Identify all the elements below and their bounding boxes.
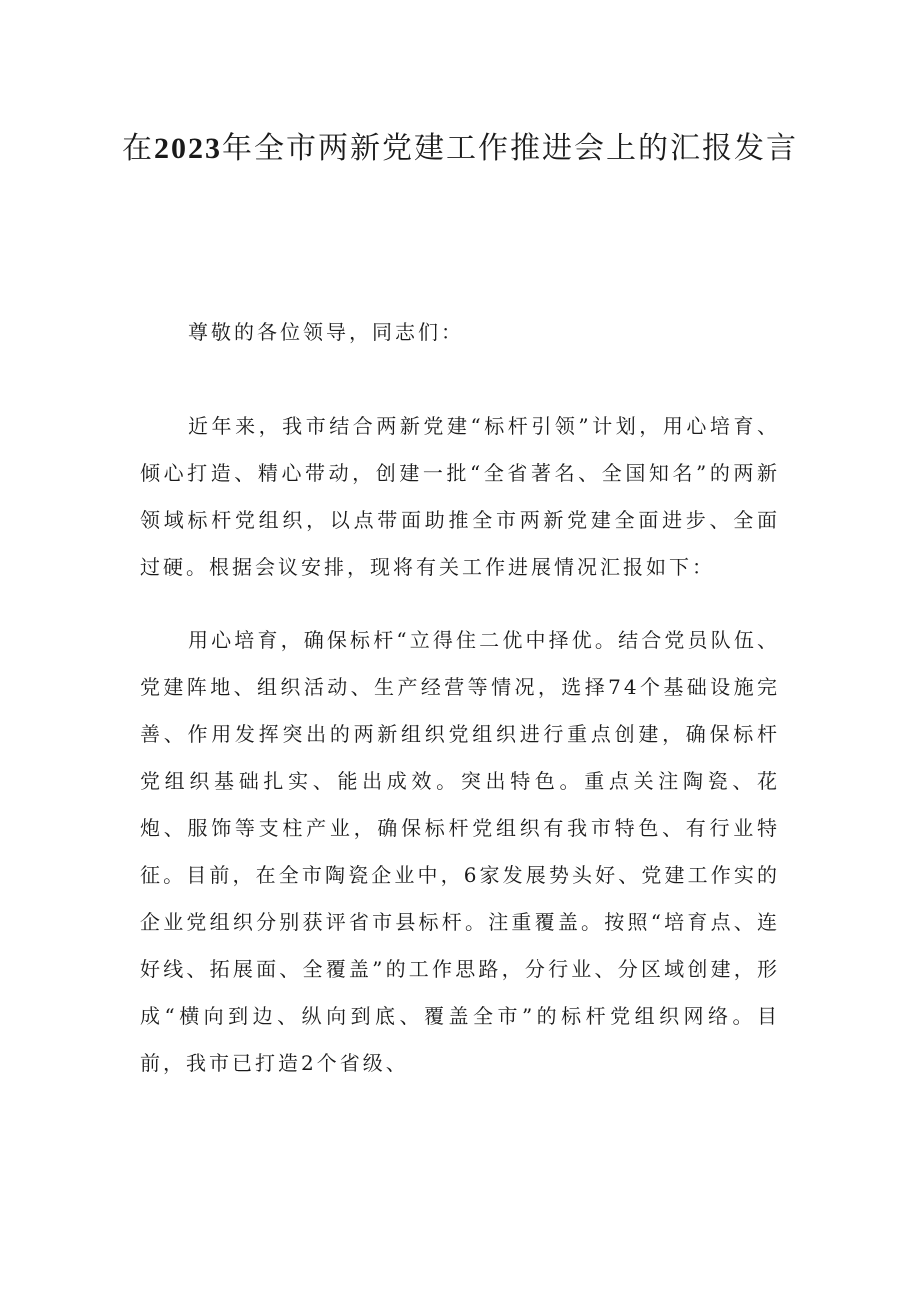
title-year: 2023 <box>154 132 222 165</box>
title-prefix: 在 <box>122 131 154 166</box>
title-rest: 年全市两新党建工作推进会上的汇报发言 <box>222 131 798 166</box>
paragraph-intro: 近年来，我市结合两新党建“标杆引领”计划，用心培育、倾心打造、精心带动，创建一批“全省著名、全国知名”的两新领域标杆党组织，以点带面助推全市两新党建全面进步、全面过硬。根据会议安排，现将有关工作进展情况汇报如下： <box>140 414 780 579</box>
salutation: 尊敬的各位领导，同志们： <box>188 320 464 344</box>
paragraph-cultivation: 用心培育，确保标杆“立得住二优中择优。结合党员队伍、党建阵地、组织活动、生产经营等情况，选择74个基础设施完善、作用发挥突出的两新组织党组织进行重点创建，确保标杆党组织基础扎实、能出成效。突出特色。重点关注陶瓷、花炮、服饰等支柱产业，确保标杆党组织有我市特色、有行业特征。目前，在全市陶瓷企业中，6家发展势头好、党建工作实的企业党组织分别获评省市县标杆。注重覆盖。按照“培育点、连好线、拓展面、全覆盖”的工作思路，分行业、分区域创建，形成“横向到边、纵向到底、覆盖全市”的标杆党组织网络。目前，我市已打造2个省级、 <box>140 628 780 1075</box>
document-title <box>120 122 800 176</box>
